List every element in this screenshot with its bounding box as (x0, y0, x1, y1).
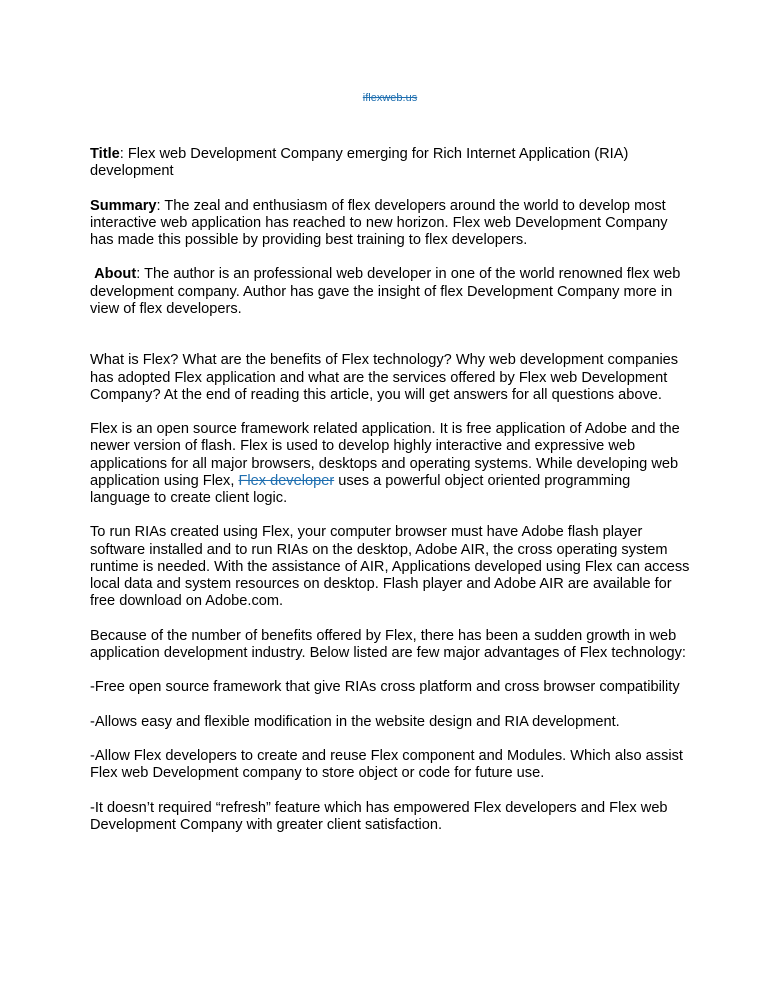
intro-paragraph: What is Flex? What are the benefits of Flex technology? Why web development companies has adopted Flex application and what are the services offered by Flex web Development Company? At the end of reading this article, you will get answers for all questions above. (90, 352, 679, 403)
about-text: : The author is an professional web developer in one of the world renowned flex web development company. Author has gave the insight of flex Development Company more in view of flex developers. (90, 266, 681, 317)
title-label: Title (90, 146, 120, 162)
flex-overview-text-1: Flex is an open source framework related application. It is free application of Adobe and the newer version of flash. Flex is used to develop highly interactive and expressive web applications for all major browsers, desktops and operating systems. While developing web application using Flex, (90, 421, 680, 489)
about-label: About (94, 266, 137, 283)
advantage-item: -Allows easy and flexible modification in the website design and RIA development. (90, 713, 620, 730)
header-link[interactable]: iflexweb.us (362, 92, 418, 104)
summary-text: : The zeal and enthusiasm of flex developers around the world to develop most interactive web application has reached to new horizon. Flex web Development Company has made this possible by providing best training to flex developers. (90, 197, 668, 248)
flex-overview-paragraph (90, 421, 690, 507)
title-text: : Flex web Development Company emerging for Rich Internet Application (RIA) development (90, 146, 629, 180)
flex-overview-text-2: uses a powerful object oriented programming language to create client logic. (90, 472, 631, 506)
about-paragraph (90, 266, 690, 318)
document-body (90, 146, 690, 851)
summary-paragraph (90, 198, 690, 250)
growth-paragraph: Because of the number of benefits offered by Flex, there has been a sudden growth in web application development industry. Below listed are few major advantages of Flex technology: (90, 627, 686, 661)
advantage-item: -Allow Flex developers to create and reuse Flex component and Modules. Which also assist Flex web Development company to store object or code for future use. (90, 747, 683, 782)
advantage-item: -It doesn’t required “refresh” feature which has empowered Flex developers and Flex web Development Company with greater client satisfaction. (90, 799, 668, 833)
summary-label: Summary (90, 197, 157, 214)
advantage-item: -Free open source framework that give RIAs cross platform and cross browser compatibility (90, 679, 680, 696)
requirements-paragraph: To run RIAs created using Flex, your computer browser must have Adobe flash player software installed and to run RIAs on the desktop, Adobe AIR, the cross operating system runtime is needed. With the assistance of AIR, Applications developed using Flex can access local data and system resources on desktop. Flash player and Adobe AIR are available for free download on Adobe.com. (90, 524, 690, 610)
flex-developer-link[interactable]: Flex developer (238, 472, 335, 489)
title-paragraph (90, 146, 690, 180)
